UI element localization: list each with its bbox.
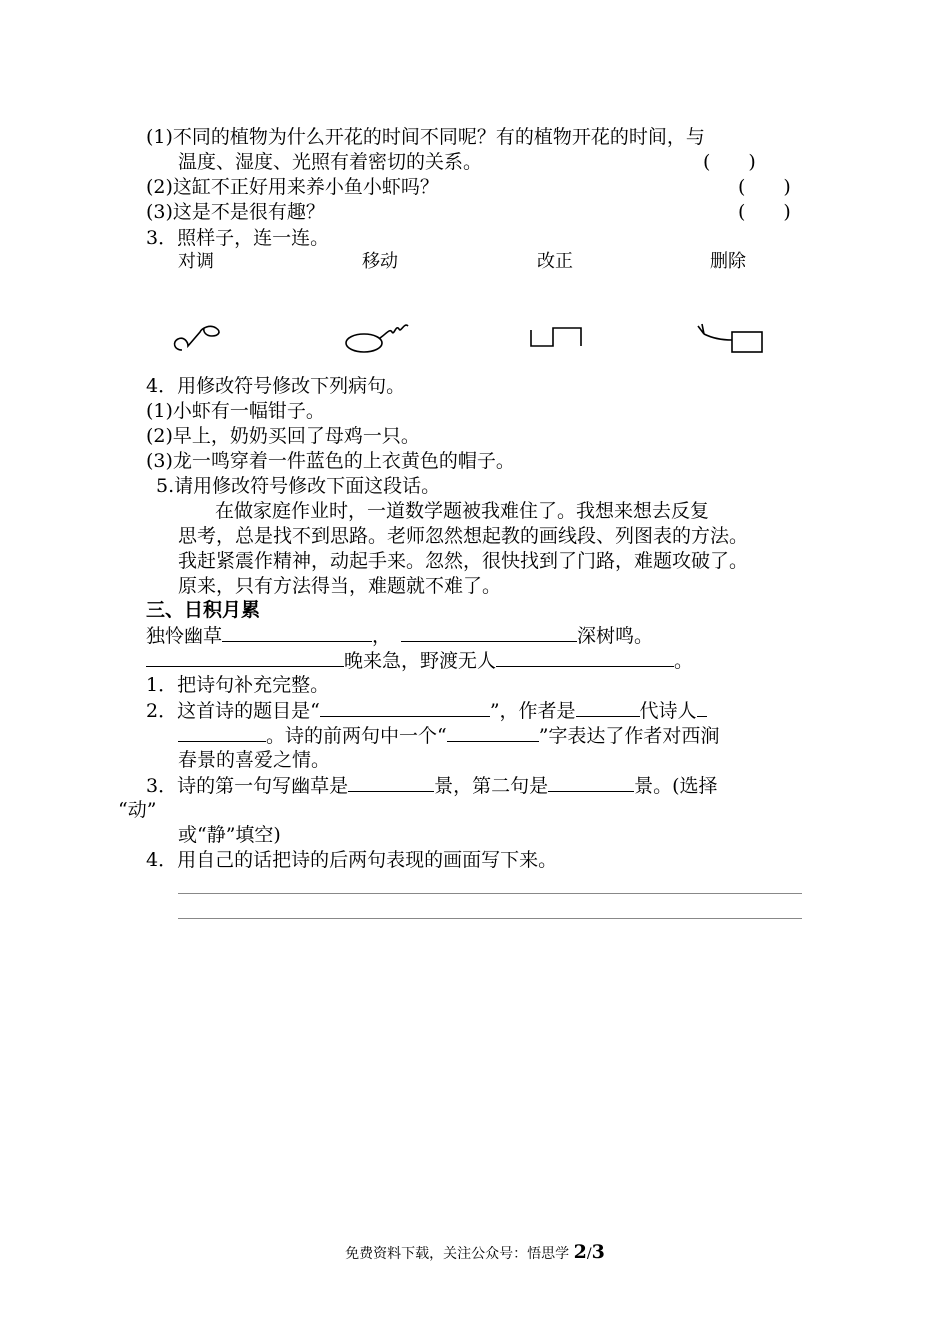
poet-blank[interactable]: [178, 723, 266, 742]
word-blank[interactable]: [447, 723, 539, 742]
q4-title: 4．用修改符号修改下列病句。: [146, 375, 406, 397]
s3-q3-text-a: 3．诗的第一句写幽草是: [146, 775, 349, 797]
correct-symbol-icon: [525, 322, 589, 354]
q3-title: 3．照样子，连一连。: [146, 227, 330, 249]
q2-item-1-cont: 温度、湿度、光照有着密切的关系。: [178, 151, 483, 173]
poem-line-1: [146, 623, 653, 648]
s3-q3-line-2: “动”: [118, 799, 157, 821]
q2-item-2: (2)这缸不正好用来养小鱼小虾吗？: [146, 176, 439, 198]
dynasty-blank[interactable]: [697, 698, 707, 717]
s3-q2-text-c: 代诗人: [639, 700, 697, 722]
label-swap: 对调: [178, 251, 214, 272]
q4-item-3: (3)龙一鸣穿着一件蓝色的上衣黄色的帽子。: [146, 450, 515, 472]
s3-q2-text-a: 2．这首诗的题目是“: [146, 700, 320, 722]
poem-line-2-mid: 晚来急，野渡无人: [344, 650, 497, 672]
s3-q3-line-1: [146, 773, 718, 798]
scene-blank-2[interactable]: [548, 773, 634, 792]
poem-blank-3[interactable]: [146, 648, 344, 667]
page-total: 3: [591, 1241, 605, 1263]
s3-q4: 4．用自己的话把诗的后两句表现的画面写下来。: [146, 849, 558, 871]
footer-text: 免费资料下载，关注公众号：悟思学: [345, 1246, 570, 1262]
poem-blank-1[interactable]: [222, 623, 372, 642]
s3-q2-text-d: 。诗的前两句中一个“: [266, 725, 447, 747]
s3-q2-line-2: [178, 723, 719, 748]
author-blank[interactable]: [576, 698, 640, 717]
answer-paren-3[interactable]: ( ): [738, 201, 791, 223]
s3-q3-text-c: 景。(选择: [634, 775, 718, 797]
answer-paren-1[interactable]: ( ): [703, 151, 756, 173]
move-symbol-icon: [342, 318, 422, 358]
s3-q3-text-b: 景，第二句是: [434, 775, 549, 797]
poem-comma: ，: [372, 625, 392, 647]
delete-symbol-icon: [694, 318, 768, 358]
s3-q2-line-1: [146, 698, 707, 723]
section3-title: 三、日积月累: [146, 599, 261, 621]
writing-line-2[interactable]: [178, 918, 802, 919]
label-move: 移动: [362, 251, 398, 272]
s3-q1: 1．把诗句补充完整。: [146, 674, 330, 696]
q2-item-3: (3)这是不是很有趣？: [146, 201, 325, 223]
poem-line-2-end: 。: [674, 650, 694, 672]
q5-para-line-3: 我赶紧震作精神，动起手来。忽然，很快找到了门路，难题攻破了。: [178, 550, 749, 572]
q5-title: 5.请用修改符号修改下面这段话。: [156, 475, 441, 497]
scene-blank-1[interactable]: [348, 773, 434, 792]
page-separator: /: [586, 1246, 592, 1262]
label-delete: 删除: [710, 251, 746, 272]
poem-line-1-start: 独怜幽草: [146, 625, 223, 647]
s3-q2-line-3: 春景的喜爱之情。: [178, 749, 331, 771]
q5-para-line-1: 在做家庭作业时，一道数学题被我难住了。我想来想去反复: [215, 500, 710, 522]
poem-line-1-end: 深树鸣。: [577, 625, 654, 647]
poem-blank-2[interactable]: [401, 623, 577, 642]
poem-blank-4[interactable]: [496, 648, 674, 667]
q5-para-line-4: 原来，只有方法得当，难题就不难了。: [178, 575, 502, 597]
q2-item-1: (1)不同的植物为什么开花的时间不同呢？有的植物开花的时间，与: [146, 126, 705, 148]
s3-q2-text-e: ”字表达了作者对西涧: [538, 725, 720, 747]
q4-item-2: (2)早上，奶奶买回了母鸡一只。: [146, 425, 420, 447]
label-correct: 改正: [537, 251, 573, 272]
q5-para-line-2: 思考，总是找不到思路。老师忽然想起教的画线段、列图表的方法。: [178, 525, 749, 547]
writing-line-1[interactable]: [178, 893, 802, 894]
swap-symbol-icon: [170, 318, 230, 358]
page-footer: [0, 1240, 950, 1266]
answer-paren-2[interactable]: ( ): [738, 176, 791, 198]
title-blank[interactable]: [320, 698, 490, 717]
s3-q2-text-b: ”，作者是: [489, 700, 576, 722]
poem-line-2: [146, 648, 693, 673]
q4-item-1: (1)小虾有一幅钳子。: [146, 400, 325, 422]
s3-q3-line-3: 或“静”填空): [178, 824, 281, 846]
page-number: 2: [573, 1241, 587, 1263]
